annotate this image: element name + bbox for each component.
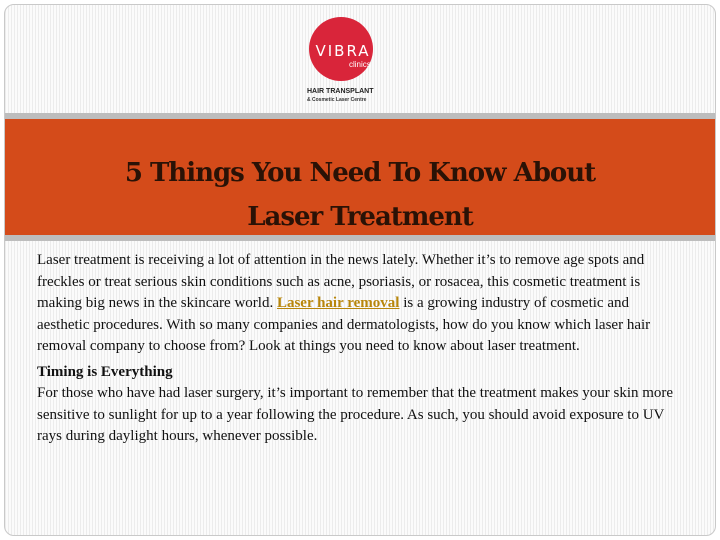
logo-sub: clinics [349,60,371,69]
title-banner [5,119,715,235]
logo-subtagline: & Cosmetic Laser Centre [307,97,367,103]
vibra-clinics-logo [303,17,383,107]
divider-bottom [5,235,715,241]
section-heading: Timing is Everything [37,363,173,380]
title-line-2: Laser Treatment [247,202,473,232]
logo-tagline: HAIR TRANSPLANT [307,88,374,95]
article-body [37,250,685,448]
section-paragraph: For those who have had laser surgery, it’s important to remember that the treatment makes your skin more sensitive to sunlight for up to a year following the procedure. As such, you should avoid exposure to UV rays during daylight hours, whenever possible. [37,385,674,444]
logo-brand: VIBRA [315,42,371,60]
page-title [45,151,675,239]
intro-text-before: Laser treatment is receiving a lot of attention in the news lately. Whether it’s to remove age spots and freckles or treat serious skin conditions such as acne, psoriasis, or rosacea, this cosmetic treatment is making big news in the skincare world. [37,252,645,311]
laser-hair-removal-link[interactable]: Laser hair removal [276,295,400,311]
intro-text-after: is a growing industry of cosmetic and aesthetic procedures. With so many companies and dermatologists, how do you know which laser hair removal company to choose from? Look at things you need to know about laser treatment. [37,295,651,354]
title-line-1: 5 Things You Need To Know About [124,158,596,188]
slide-page [4,4,716,536]
intro-paragraph [37,250,685,358]
